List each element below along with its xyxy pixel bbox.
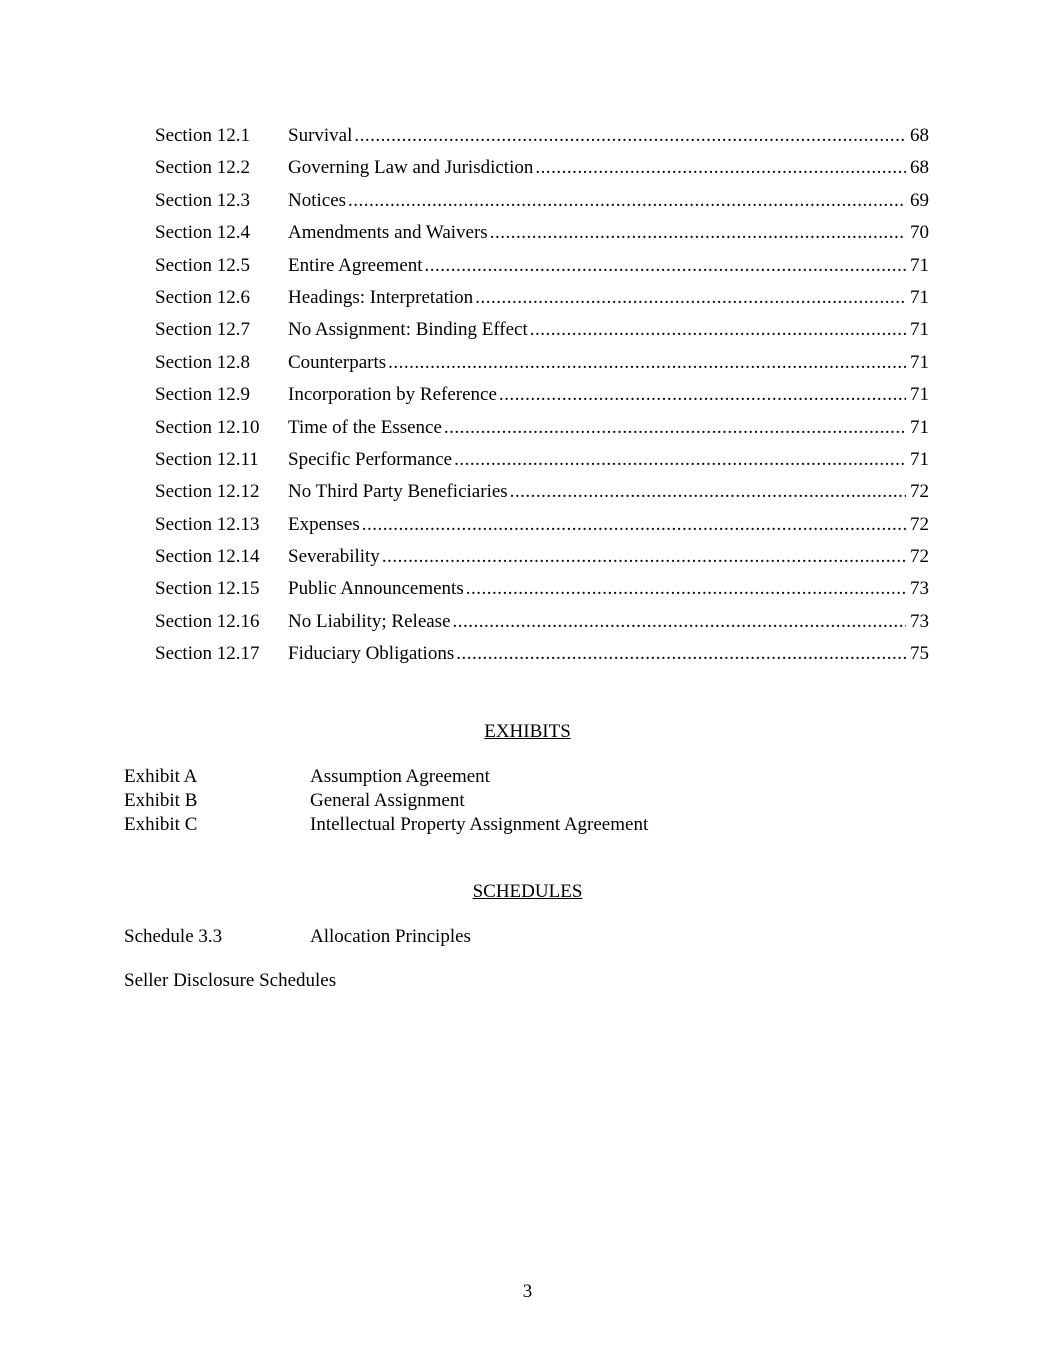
toc-section-title: Counterparts [288, 351, 387, 373]
schedule-title: Allocation Principles [310, 926, 471, 947]
toc-entry [155, 577, 929, 609]
toc-leader-dots [362, 513, 906, 537]
toc-entry [155, 642, 929, 674]
toc-section-title: Amendments and Waivers [288, 222, 488, 244]
toc-section-number: Section 12.2 [155, 157, 250, 179]
toc-section-number: Section 12.17 [155, 643, 260, 665]
schedules-heading: SCHEDULES [472, 881, 583, 902]
table-of-contents [155, 124, 929, 675]
exhibit-label: Exhibit C [124, 814, 198, 835]
toc-page-number: 72 [910, 481, 929, 503]
exhibit-title: Intellectual Property Assignment Agreement [310, 814, 649, 835]
toc-leader-dots [466, 577, 906, 601]
toc-section-number: Section 12.8 [155, 351, 250, 373]
toc-section-number: Section 12.4 [155, 222, 250, 244]
toc-leader-dots [444, 416, 906, 440]
toc-section-title: Severability [288, 546, 380, 568]
exhibit-row [124, 813, 924, 837]
toc-section-title: Time of the Essence [288, 416, 442, 438]
toc-section-title: Entire Agreement [288, 254, 423, 276]
toc-section-number: Section 12.5 [155, 254, 250, 276]
exhibits-list [124, 765, 924, 837]
toc-leader-dots [490, 221, 906, 245]
toc-page-number: 72 [910, 546, 929, 568]
toc-page-number: 68 [910, 157, 929, 179]
toc-section-title: Survival [288, 125, 353, 146]
toc-section-number: Section 12.10 [155, 416, 260, 438]
toc-entry [155, 189, 929, 221]
exhibit-title: General Assignment [310, 790, 465, 811]
toc-page-number: 73 [910, 610, 929, 632]
toc-section-title: Fiduciary Obligations [288, 643, 455, 665]
schedule-row [124, 925, 924, 949]
toc-section-number: Section 12.13 [155, 513, 260, 535]
toc-page-number: 71 [910, 319, 929, 341]
toc-entry [155, 286, 929, 318]
toc-page-number: 71 [910, 286, 929, 308]
toc-section-number: Section 12.12 [155, 481, 260, 503]
toc-leader-dots [454, 448, 906, 472]
toc-section-number: Section 12.11 [155, 448, 259, 470]
toc-entry [155, 254, 929, 286]
toc-leader-dots [453, 610, 906, 634]
toc-leader-dots [535, 156, 906, 180]
toc-page-number: 68 [910, 125, 929, 146]
toc-leader-dots [354, 124, 906, 148]
toc-entry [155, 448, 929, 480]
toc-section-title: Expenses [288, 513, 360, 535]
toc-section-number: Section 12.16 [155, 610, 260, 632]
exhibits-heading: EXHIBITS [484, 721, 571, 742]
exhibit-label: Exhibit A [124, 766, 198, 787]
toc-page-number: 73 [910, 578, 929, 600]
toc-page-number: 71 [910, 416, 929, 438]
schedule-label: Schedule 3.3 [124, 926, 223, 947]
exhibit-label: Exhibit B [124, 790, 198, 811]
toc-section-title: No Third Party Beneficiaries [288, 481, 508, 503]
toc-leader-dots [382, 545, 906, 569]
toc-page-number: 70 [910, 222, 929, 244]
toc-entry [155, 351, 929, 383]
toc-section-number: Section 12.1 [155, 125, 250, 146]
toc-section-number: Section 12.3 [155, 189, 250, 211]
toc-section-title: Governing Law and Jurisdiction [288, 157, 534, 179]
toc-leader-dots [510, 480, 906, 504]
toc-entry [155, 221, 929, 253]
toc-section-title: Headings: Interpretation [288, 286, 474, 308]
toc-entry [155, 416, 929, 448]
schedules-list [124, 925, 924, 949]
toc-entry [155, 545, 929, 577]
toc-section-number: Section 12.15 [155, 578, 260, 600]
toc-section-number: Section 12.14 [155, 546, 260, 568]
exhibit-row [124, 789, 924, 813]
toc-section-title: Specific Performance [288, 448, 453, 470]
toc-leader-dots [475, 286, 906, 310]
toc-section-number: Section 12.9 [155, 384, 250, 406]
seller-disclosure-schedules: Seller Disclosure Schedules [124, 970, 337, 991]
toc-section-title: Notices [288, 189, 347, 211]
toc-page-number: 75 [910, 643, 929, 665]
toc-section-title: No Liability; Release [288, 610, 451, 632]
toc-entry [155, 610, 929, 642]
toc-leader-dots [348, 189, 906, 213]
toc-leader-dots [425, 254, 906, 278]
toc-page-number: 71 [910, 384, 929, 406]
toc-leader-dots [530, 318, 906, 342]
toc-section-title: Incorporation by Reference [288, 384, 497, 406]
toc-page-number: 72 [910, 513, 929, 535]
toc-page-number: 71 [910, 351, 929, 373]
page-number: 3 [522, 1281, 533, 1302]
toc-entry [155, 124, 929, 156]
toc-page-number: 71 [910, 254, 929, 276]
toc-entry [155, 480, 929, 512]
toc-section-number: Section 12.6 [155, 286, 250, 308]
toc-entry [155, 383, 929, 415]
toc-entry [155, 318, 929, 350]
toc-leader-dots [499, 383, 906, 407]
toc-section-title: Public Announcements [288, 578, 464, 600]
toc-entry [155, 513, 929, 545]
exhibit-title: Assumption Agreement [310, 766, 490, 787]
toc-section-number: Section 12.7 [155, 319, 250, 341]
toc-section-title: No Assignment: Binding Effect [288, 319, 528, 341]
exhibit-row [124, 765, 924, 789]
toc-page-number: 69 [910, 189, 929, 211]
toc-leader-dots [388, 351, 906, 375]
toc-leader-dots [456, 642, 906, 666]
toc-page-number: 71 [910, 448, 929, 470]
toc-entry [155, 156, 929, 188]
